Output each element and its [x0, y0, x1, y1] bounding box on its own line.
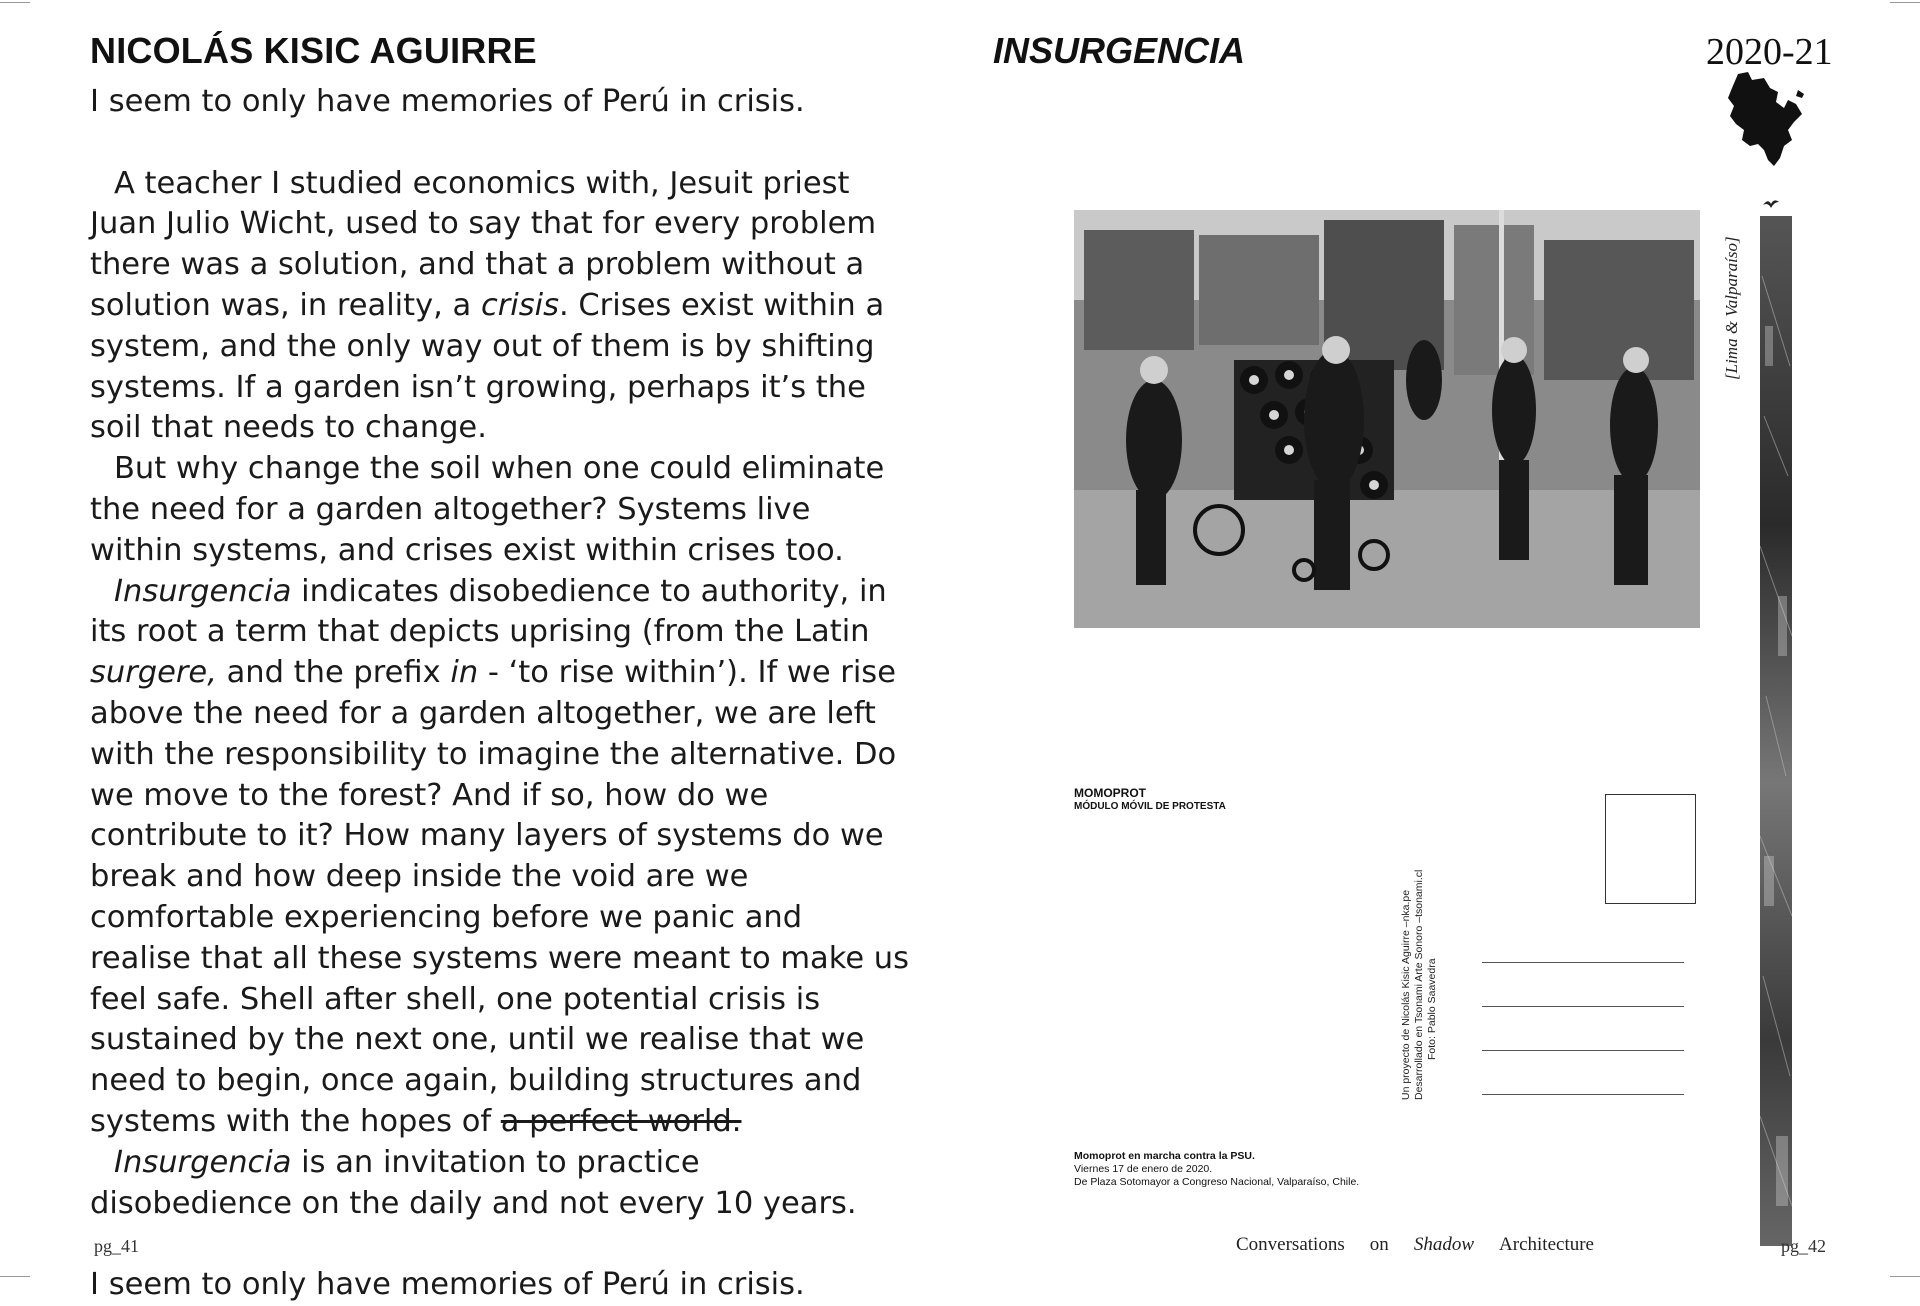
paragraph-3-in: in — [450, 655, 479, 691]
footer-word: Conversations — [1236, 1234, 1345, 1255]
address-line — [1482, 1094, 1684, 1095]
project-years: 2020-21 — [1706, 31, 1833, 73]
location-label-vertical: [Lima & Valparaíso] — [1722, 236, 1741, 380]
crop-mark-top-left — [0, 2, 30, 3]
paragraph-3 — [90, 572, 910, 1143]
closing-line: I seem to only have memories of Perú in crisis. — [90, 1267, 805, 1303]
caption-line-3: De Plaza Sotomayor a Congreso Nacional, Valparaíso, Chile. — [1074, 1176, 1360, 1188]
page-number-left: pg_41 — [94, 1236, 139, 1256]
photo-strip-vertical — [1760, 216, 1792, 1246]
caption-line-1: Momoprot en marcha contra la PSU. — [1074, 1150, 1255, 1162]
credit-line: Foto: Pablo Saavedra — [1426, 958, 1438, 1060]
paragraph-spacer — [90, 123, 910, 164]
paragraph-3-surgere: surgere, — [90, 655, 217, 691]
paragraph-3-text-d: and the prefix — [216, 655, 451, 691]
paragraph-1-text-c: . Crises exist within a system, and the only way out of them is by shifting systems. If a garden isn’t growing, perhaps it’s the soil that needs to change. — [90, 287, 885, 446]
running-footer — [1236, 1234, 1594, 1256]
footer-word: Shadow — [1413, 1234, 1474, 1255]
paragraph-3-strikethrough: a perfect world. — [500, 1103, 742, 1139]
stamp-box — [1605, 794, 1696, 904]
paragraph-4 — [90, 1143, 910, 1225]
project-title: INSURGENCIA — [993, 30, 1246, 71]
address-line — [1482, 1050, 1684, 1051]
photo-caption — [1074, 1150, 1359, 1189]
paragraph-1 — [90, 164, 910, 450]
paragraph-1-crisis-emphasis: crisis — [480, 287, 559, 323]
map-silhouette-icon — [1718, 70, 1808, 170]
crop-mark-top-right — [1890, 2, 1920, 3]
address-line — [1482, 962, 1684, 963]
author-name: NICOLÁS KISIC AGUIRRE — [90, 30, 537, 71]
credit-line: Un proyecto de Nicolás Kisic Aguirre –nka.pe — [1400, 889, 1412, 1100]
page-number-right: pg_42 — [1781, 1236, 1826, 1256]
paragraph-3-insurgencia: Insurgencia — [114, 573, 292, 609]
paragraph-2: But why change the soil when one could eliminate the need for a garden altogether? Systems live within systems, and crises exist within crises too. — [90, 451, 885, 568]
essay-body — [90, 82, 910, 1306]
paragraph-1-text-a: A teacher I studied economics with, Jesuit priest Juan Julio Wicht, used to say that for every problem there was a solution, and that a problem without a solution was, in reality, a — [90, 165, 877, 323]
credit-line: Desarrollado en Tsonami Arte Sonoro –tsonami.cl — [1413, 869, 1425, 1100]
paragraph-4-text-b: is an invitation to practice disobedience on the daily and not every 10 years. — [90, 1144, 857, 1221]
paragraph-spacer — [90, 1224, 910, 1265]
postcard-title: MOMOPROT — [1074, 786, 1146, 800]
paragraph-3-text-b: indicates disobedience to authority, in its root a term that depicts uprising (from the Latin — [90, 573, 887, 650]
crop-mark-bottom-left — [0, 1276, 30, 1277]
address-line — [1482, 1006, 1684, 1007]
caption-line-2: Viernes 17 de enero de 2020. — [1074, 1163, 1213, 1175]
footer-word: on — [1369, 1234, 1389, 1255]
paragraph-3-text-f: - ‘to rise within’). If we rise above the need for a garden altogether, we are left with the responsibility to imagine the alternative. Do we move to the forest? And if so, how do we contribute to it? How many layers of systems do we break and how deep inside the void are we comfortable experiencing before we panic and realise that all these systems were meant to make us feel safe. Shell after shell, one potential crisis is sustained by the next one, until we realise that we need to begin, once again, building structures and systems with the hopes of — [90, 655, 910, 1139]
protest-photo — [1074, 210, 1700, 628]
paragraph-4-insurgencia: Insurgencia — [114, 1144, 292, 1180]
bird-icon — [1762, 196, 1780, 210]
footer-word: Architecture — [1499, 1234, 1594, 1255]
postcard-subtitle: MÓDULO MÓVIL DE PROTESTA — [1074, 801, 1226, 812]
postcard-credits-vertical — [1400, 860, 1439, 1100]
opening-line: I seem to only have memories of Perú in crisis. — [90, 84, 805, 119]
crop-mark-bottom-right — [1890, 1276, 1920, 1277]
